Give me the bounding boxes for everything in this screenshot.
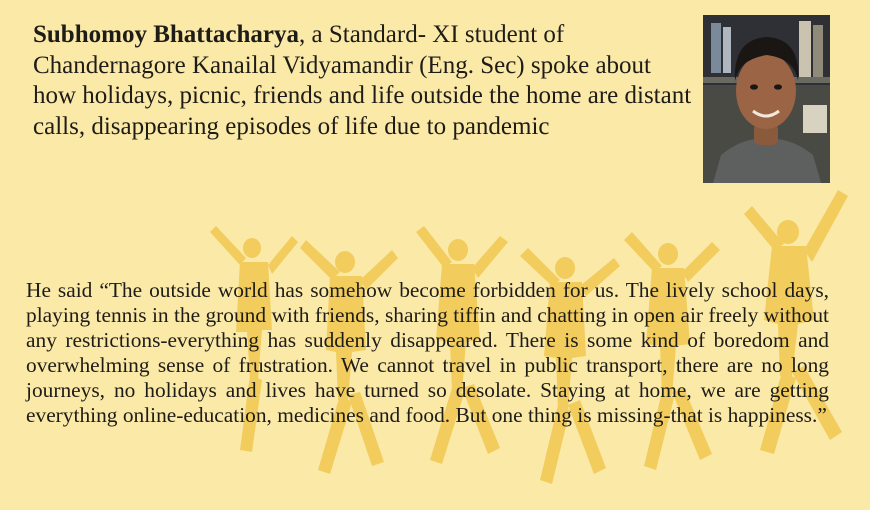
intro-text: , a Standard- XI student of Chandernagore Kanailal Vidyamandir (Eng. Sec) spoke about how holidays, picnic, friends and life outside the home are distant calls, disappearing episodes of life due to pandemic xyxy=(33,21,692,140)
student-name: Subhomoy Bhattacharya xyxy=(33,21,300,48)
student-photo xyxy=(703,15,830,183)
intro-paragraph xyxy=(33,20,693,142)
quote-paragraph: He said “The outside world has somehow become forbidden for us. The lively school days, playing tennis in the ground with friends, sharing tiffin and chatting in open air freely without any restrictions-everything has suddenly disappeared. There is some kind of boredom and overwhelming sense of frustration. We cannot travel in public transport, there are no long journeys, no holidays and lives have turned so desolate. Staying at home, we are getting everything online-education, medicines and food. But one thing is missing-that is happiness.” xyxy=(26,278,829,427)
